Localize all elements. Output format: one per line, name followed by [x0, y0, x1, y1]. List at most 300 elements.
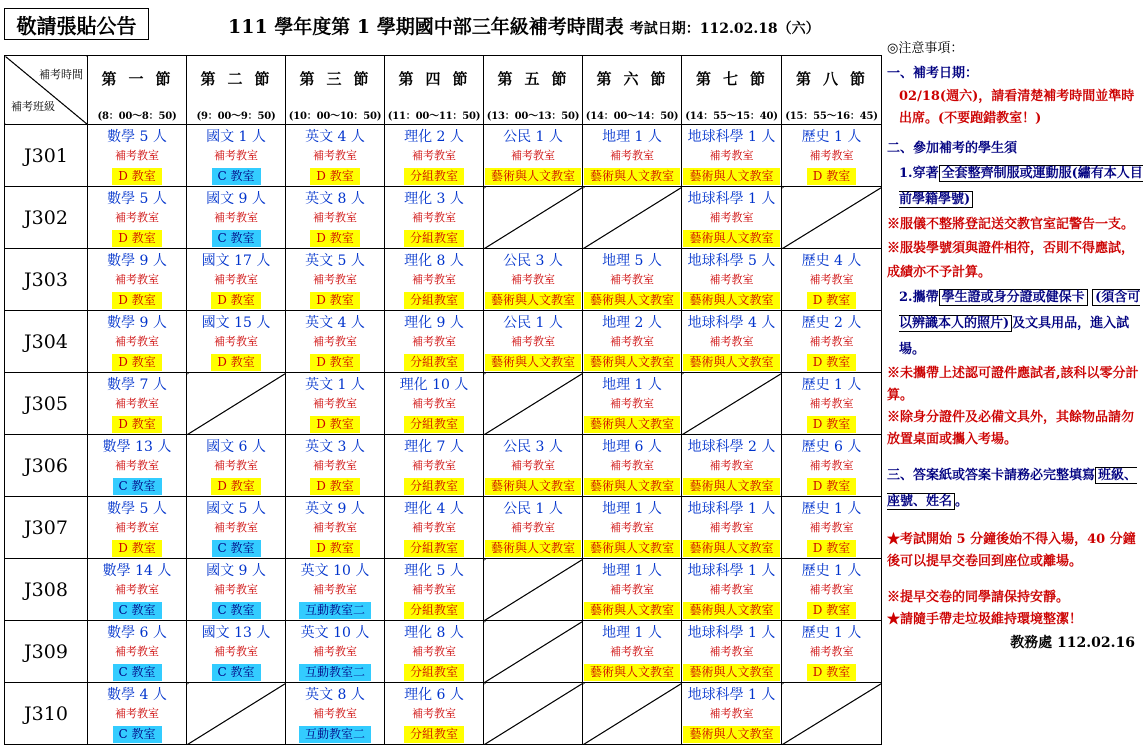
room-caption: 補考教室	[809, 458, 854, 472]
subject-count: 地球科學 5 人	[687, 252, 776, 269]
notes-heading: ◎注意事項：	[887, 41, 964, 56]
section-2-item-1	[887, 161, 1143, 213]
exam-slot	[286, 187, 385, 249]
room-name: D 教室	[807, 416, 856, 433]
exam-slot	[385, 497, 484, 559]
room-caption: 補考教室	[610, 458, 654, 472]
room-caption: 補考教室	[709, 148, 754, 162]
exam-slot	[385, 435, 484, 497]
exam-slot	[682, 187, 782, 249]
subject-count: 國文 9 人	[206, 190, 266, 207]
subject-count: 英文 10 人	[300, 562, 370, 579]
section-3	[887, 463, 1143, 515]
room-name: D 教室	[807, 478, 856, 495]
subject-count: 理化 8 人	[404, 252, 464, 269]
section-1-detail: ，請看清楚補考時間並準時出席。(不要跑錯教室！)	[899, 89, 1135, 126]
subject-count: 英文 9 人	[305, 500, 365, 517]
room-name: 互動教室二	[299, 602, 371, 619]
exam-slot	[88, 621, 187, 683]
section-1-text	[887, 86, 1143, 130]
item-1-prefix: 1.穿著	[899, 166, 939, 181]
subject-count: 數學 6 人	[107, 624, 167, 641]
period-name: 第二節	[200, 70, 282, 88]
exam-slot	[782, 373, 882, 435]
period-time: (14：55～15：40)	[685, 111, 778, 122]
room-name: C 教室	[212, 540, 261, 557]
period-name: 第五節	[497, 70, 579, 88]
room-name: 互動教室二	[299, 726, 371, 743]
period-time: (15：55～16：45)	[785, 111, 878, 122]
subject-count: 數學 14 人	[102, 562, 172, 579]
room-caption: 補考教室	[214, 458, 258, 472]
room-caption: 補考教室	[313, 334, 357, 348]
exam-slot	[583, 435, 682, 497]
room-caption: 補考教室	[115, 148, 159, 162]
class-row-j307	[5, 497, 882, 559]
subject-count: 歷史 1 人	[801, 500, 862, 517]
period-time: (11：00～11：50)	[387, 111, 481, 122]
note-quiet: ※提早交卷的同學請保持安靜。	[887, 590, 1070, 605]
subject-count: 英文 8 人	[305, 190, 365, 207]
room-caption: 補考教室	[709, 644, 754, 658]
exam-slot	[385, 621, 484, 683]
room-caption: 補考教室	[809, 396, 854, 410]
room-caption: 補考教室	[214, 272, 258, 286]
room-name: 藝術與人文教室	[683, 168, 779, 185]
room-caption: 補考教室	[610, 582, 654, 596]
room-name: 藝術與人文教室	[584, 416, 680, 433]
period-header-1	[88, 56, 187, 125]
subject-count: 數學 5 人	[107, 190, 167, 207]
subject-count: 國文 15 人	[201, 314, 271, 331]
class-row-j301	[5, 125, 882, 187]
subject-count: 地理 1 人	[602, 376, 662, 393]
class-label: J310	[5, 683, 88, 745]
exam-slot	[187, 249, 286, 311]
room-caption: 補考教室	[709, 706, 754, 720]
posted-notice-label: 敬請張貼公告	[4, 8, 149, 40]
room-caption: 補考教室	[412, 396, 456, 410]
exam-slot	[782, 435, 882, 497]
exam-slot	[583, 559, 682, 621]
exam-slot	[583, 311, 682, 373]
exam-slot	[385, 125, 484, 187]
id-document-requirement: 學生證或身分證或健保卡	[939, 289, 1088, 306]
class-row-j305	[5, 373, 882, 435]
room-caption: 補考教室	[511, 458, 555, 472]
exam-slot	[484, 125, 583, 187]
room-caption: 補考教室	[511, 520, 555, 534]
subject-count: 國文 9 人	[206, 562, 266, 579]
period-header-5	[484, 56, 583, 125]
schedule-table	[4, 55, 882, 745]
period-time: (9：00～9：50)	[196, 111, 276, 122]
subject-count: 歷史 6 人	[801, 438, 862, 455]
exam-slot	[187, 311, 286, 373]
subject-count: 公民 1 人	[503, 500, 563, 517]
exam-slot	[385, 187, 484, 249]
room-name: C 教室	[212, 664, 261, 681]
empty-slot	[782, 683, 882, 745]
exam-slot	[682, 125, 782, 187]
room-name: 分組教室	[404, 230, 464, 247]
exam-slot	[88, 559, 187, 621]
room-caption: 補考教室	[313, 148, 357, 162]
exam-slot	[484, 435, 583, 497]
exam-slot	[286, 683, 385, 745]
room-name: 藝術與人文教室	[485, 168, 581, 185]
subject-count: 公民 1 人	[503, 314, 563, 331]
room-caption: 補考教室	[115, 334, 159, 348]
exam-slot	[583, 497, 682, 559]
room-name: 藝術與人文教室	[485, 540, 581, 557]
period-header-8	[782, 56, 882, 125]
empty-slot	[583, 187, 682, 249]
subject-count: 地理 5 人	[602, 252, 662, 269]
exam-slot	[88, 435, 187, 497]
subject-count: 地球科學 4 人	[687, 314, 776, 331]
subject-count: 理化 5 人	[404, 562, 464, 579]
exam-slot	[583, 373, 682, 435]
empty-slot	[682, 373, 782, 435]
exam-slot	[286, 373, 385, 435]
room-name: C 教室	[113, 726, 162, 743]
signature: 教務處 112.02.16	[1010, 635, 1135, 651]
room-name: C 教室	[212, 168, 261, 185]
room-caption: 補考教室	[115, 644, 159, 658]
subject-count: 理化 8 人	[404, 624, 464, 641]
subject-count: 地球科學 1 人	[687, 624, 776, 641]
corner-header	[5, 56, 88, 125]
room-name: 分組教室	[404, 602, 464, 619]
exam-slot	[286, 125, 385, 187]
room-name: 藝術與人文教室	[584, 478, 680, 495]
exam-slot	[682, 621, 782, 683]
exam-slot	[88, 497, 187, 559]
room-name: 分組教室	[404, 416, 464, 433]
subject-count: 理化 2 人	[404, 128, 464, 145]
room-caption: 補考教室	[809, 520, 854, 534]
subject-count: 地理 6 人	[602, 438, 662, 455]
class-label: J303	[5, 249, 88, 311]
subject-count: 歷史 2 人	[801, 314, 862, 331]
room-caption: 補考教室	[313, 644, 357, 658]
room-name: 分組教室	[404, 540, 464, 557]
subject-count: 理化 4 人	[404, 500, 464, 517]
exam-slot	[286, 621, 385, 683]
subject-count: 英文 8 人	[305, 686, 365, 703]
subject-count: 地球科學 1 人	[687, 128, 776, 145]
room-name: D 教室	[310, 478, 359, 495]
room-name: 分組教室	[404, 292, 464, 309]
section-2-title: 二、參加補考的學生須	[887, 141, 1018, 156]
room-caption: 補考教室	[610, 148, 654, 162]
room-name: C 教室	[212, 230, 261, 247]
room-name: 藝術與人文教室	[683, 354, 779, 371]
room-name: D 教室	[112, 168, 161, 185]
exam-slot	[286, 559, 385, 621]
room-caption: 補考教室	[809, 272, 854, 286]
notes-panel	[887, 36, 1143, 656]
room-name: D 教室	[112, 354, 161, 371]
empty-slot	[484, 683, 583, 745]
room-caption: 補考教室	[709, 334, 754, 348]
room-caption: 補考教室	[412, 334, 456, 348]
room-caption: 補考教室	[610, 644, 654, 658]
subject-count: 地球科學 1 人	[687, 562, 776, 579]
subject-count: 數學 13 人	[102, 438, 172, 455]
period-header-4	[385, 56, 484, 125]
exam-slot	[88, 311, 187, 373]
empty-slot	[484, 559, 583, 621]
room-name: D 教室	[807, 354, 856, 371]
empty-slot	[484, 187, 583, 249]
room-caption: 補考教室	[214, 582, 258, 596]
room-name: D 教室	[807, 292, 856, 309]
exam-slot	[88, 187, 187, 249]
period-header-3	[286, 56, 385, 125]
exam-slot	[583, 249, 682, 311]
room-name: C 教室	[212, 602, 261, 619]
fill-in-fields: 班級、座號、姓名	[887, 468, 1138, 509]
class-label: J308	[5, 559, 88, 621]
exam-slot	[187, 497, 286, 559]
room-caption: 補考教室	[115, 458, 159, 472]
room-name: D 教室	[112, 540, 161, 557]
period-header-2	[187, 56, 286, 125]
subject-count: 數學 4 人	[107, 686, 167, 703]
title-text: 111 學年度第 1 學期國中部三年級補考時間表	[228, 16, 624, 38]
exam-slot	[385, 683, 484, 745]
room-name: 藝術與人文教室	[584, 602, 680, 619]
room-caption: 補考教室	[709, 210, 754, 224]
room-name: D 教室	[112, 292, 161, 309]
room-caption: 補考教室	[313, 706, 357, 720]
exam-slot	[682, 559, 782, 621]
subject-count: 英文 4 人	[305, 128, 365, 145]
exam-slot	[385, 559, 484, 621]
room-caption: 補考教室	[709, 582, 754, 596]
period-time: (14：00～14：50)	[585, 111, 679, 122]
empty-slot	[782, 187, 882, 249]
room-caption: 補考教室	[115, 582, 159, 596]
room-caption: 補考教室	[412, 210, 456, 224]
room-caption: 補考教室	[313, 396, 357, 410]
room-name: C 教室	[113, 478, 162, 495]
exam-slot	[484, 249, 583, 311]
room-caption: 補考教室	[412, 272, 456, 286]
empty-slot	[583, 683, 682, 745]
class-row-j302	[5, 187, 882, 249]
room-name: D 教室	[211, 354, 260, 371]
subject-count: 英文 5 人	[305, 252, 365, 269]
subject-count: 英文 4 人	[305, 314, 365, 331]
room-caption: 補考教室	[115, 210, 159, 224]
schedule-body	[5, 125, 882, 745]
subject-count: 國文 5 人	[206, 500, 266, 517]
period-time: (13：00～13：50)	[486, 111, 580, 122]
class-label: J306	[5, 435, 88, 497]
subject-count: 數學 9 人	[107, 314, 167, 331]
empty-slot	[187, 373, 286, 435]
class-label: J307	[5, 497, 88, 559]
room-name: D 教室	[112, 230, 161, 247]
exam-slot	[286, 249, 385, 311]
exam-slot	[286, 435, 385, 497]
room-caption: 補考教室	[313, 210, 357, 224]
subject-count: 數學 7 人	[107, 376, 167, 393]
subject-count: 公民 3 人	[503, 252, 563, 269]
section-1-title: 一、補考日期：	[887, 66, 979, 81]
room-name: 分組教室	[404, 726, 464, 743]
subject-count: 地理 1 人	[602, 562, 662, 579]
exam-slot	[782, 311, 882, 373]
subject-count: 地球科學 1 人	[687, 500, 776, 517]
section-2-item-2	[887, 285, 1143, 363]
subject-count: 英文 1 人	[305, 376, 365, 393]
room-caption: 補考教室	[115, 520, 159, 534]
room-name: D 教室	[807, 602, 856, 619]
subject-count: 歷史 1 人	[801, 562, 862, 579]
exam-slot	[88, 249, 187, 311]
class-row-j304	[5, 311, 882, 373]
subject-count: 歷史 1 人	[801, 128, 862, 145]
exam-slot	[782, 497, 882, 559]
room-caption: 補考教室	[412, 520, 456, 534]
room-name: D 教室	[807, 168, 856, 185]
room-name: D 教室	[310, 354, 359, 371]
item-2-prefix: 2.攜帶	[899, 290, 939, 305]
room-name: D 教室	[310, 168, 359, 185]
room-caption: 補考教室	[412, 148, 456, 162]
subject-count: 歷史 4 人	[801, 252, 862, 269]
subject-count: 地球科學 1 人	[687, 686, 776, 703]
star-note-entry: ★考試開始 5 分鐘後始不得入場，40 分鐘後可以提早交卷回到座位或離場。	[887, 532, 1136, 569]
exam-slot	[782, 621, 882, 683]
room-caption: 補考教室	[511, 334, 555, 348]
exam-slot	[782, 125, 882, 187]
room-name: D 教室	[310, 292, 359, 309]
subject-count: 英文 10 人	[300, 624, 370, 641]
period-name: 第四節	[398, 70, 480, 88]
room-caption: 補考教室	[313, 272, 357, 286]
room-caption: 補考教室	[412, 644, 456, 658]
room-name: D 教室	[310, 230, 359, 247]
room-caption: 補考教室	[709, 272, 754, 286]
subject-count: 理化 9 人	[404, 314, 464, 331]
room-name: 藝術與人文教室	[584, 540, 680, 557]
room-caption: 補考教室	[610, 272, 654, 286]
subject-count: 理化 7 人	[404, 438, 464, 455]
room-name: 藝術與人文教室	[683, 602, 779, 619]
room-name: D 教室	[807, 664, 856, 681]
class-row-j310	[5, 683, 882, 745]
room-name: 藝術與人文教室	[584, 664, 680, 681]
room-caption: 補考教室	[412, 582, 456, 596]
room-caption: 補考教室	[610, 396, 654, 410]
room-name: 藝術與人文教室	[683, 230, 779, 247]
class-row-j303	[5, 249, 882, 311]
class-label: J305	[5, 373, 88, 435]
subject-count: 國文 13 人	[201, 624, 271, 641]
room-caption: 補考教室	[214, 210, 258, 224]
subject-count: 數學 5 人	[107, 500, 167, 517]
period-name: 第一節	[101, 70, 183, 88]
class-label: J301	[5, 125, 88, 187]
room-caption: 補考教室	[214, 520, 258, 534]
exam-slot	[682, 683, 782, 745]
period-header-6	[583, 56, 682, 125]
room-caption: 補考教室	[412, 706, 456, 720]
subject-count: 歷史 1 人	[801, 376, 862, 393]
exam-slot	[187, 187, 286, 249]
section-3-text: 三、答案紙或答案卡請務必完整填寫	[887, 468, 1096, 483]
period-time: (8：00～8：50)	[97, 111, 177, 122]
exam-slot	[782, 559, 882, 621]
subject-count: 地理 1 人	[602, 500, 662, 517]
uniform-requirement: 全套整齊制服或運動服(繡有本人目前學籍學號)	[899, 166, 1143, 207]
class-label: J302	[5, 187, 88, 249]
exam-slot	[583, 125, 682, 187]
subject-count: 地理 1 人	[602, 128, 662, 145]
subject-count: 地理 2 人	[602, 314, 662, 331]
room-name: 藝術與人文教室	[683, 726, 779, 743]
room-caption: 補考教室	[610, 334, 654, 348]
room-caption: 補考教室	[511, 272, 555, 286]
subject-count: 理化 10 人	[399, 376, 469, 393]
period-name: 第八節	[795, 70, 877, 88]
class-row-j309	[5, 621, 882, 683]
exam-slot	[187, 435, 286, 497]
room-name: 藝術與人文教室	[683, 478, 779, 495]
exam-slot	[583, 621, 682, 683]
exam-slot	[385, 373, 484, 435]
exam-slot	[88, 125, 187, 187]
exam-slot	[187, 559, 286, 621]
room-name: 藝術與人文教室	[485, 354, 581, 371]
exam-slot	[286, 497, 385, 559]
room-name: 藝術與人文教室	[683, 664, 779, 681]
subject-count: 數學 9 人	[107, 252, 167, 269]
exam-date: 考試日期：112.02.18（六）	[629, 21, 820, 37]
exam-slot	[484, 497, 583, 559]
class-axis-label: 補考班級	[11, 100, 55, 113]
warning-uniform: ※服儀不整將登記送交教官室記警告一支。	[887, 217, 1135, 232]
room-caption: 補考教室	[313, 520, 357, 534]
subject-count: 國文 17 人	[201, 252, 271, 269]
exam-slot	[187, 125, 286, 187]
subject-count: 歷史 1 人	[801, 624, 862, 641]
exam-slot	[682, 311, 782, 373]
room-caption: 補考教室	[115, 272, 159, 286]
class-row-j306	[5, 435, 882, 497]
room-caption: 補考教室	[809, 334, 854, 348]
room-name: D 教室	[211, 478, 260, 495]
room-caption: 補考教室	[313, 458, 357, 472]
room-name: D 教室	[211, 292, 260, 309]
room-name: 藝術與人文教室	[683, 292, 779, 309]
exam-day: 02/18(週六)	[899, 89, 979, 104]
room-name: 藝術與人文教室	[485, 478, 581, 495]
room-caption: 補考教室	[214, 334, 258, 348]
subject-count: 地球科學 1 人	[687, 190, 776, 207]
room-caption: 補考教室	[115, 706, 159, 720]
exam-slot	[286, 311, 385, 373]
period-name: 第六節	[596, 70, 678, 88]
room-name: 分組教室	[404, 168, 464, 185]
room-name: 分組教室	[404, 664, 464, 681]
exam-slot	[782, 249, 882, 311]
